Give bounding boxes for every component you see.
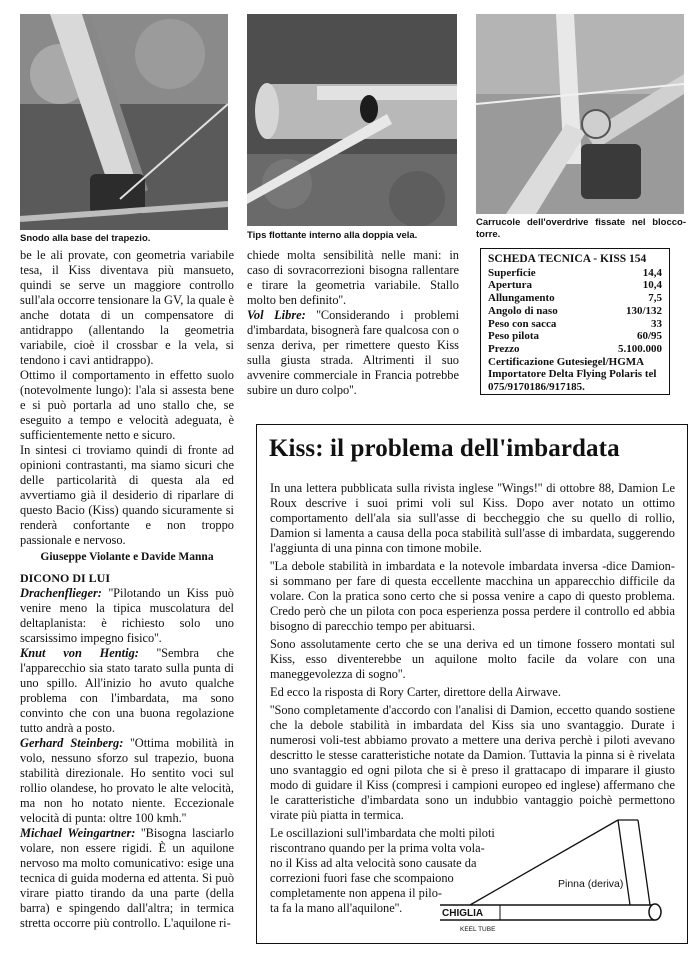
photo-overdrive-pulleys [476,14,684,214]
photo-caption-left: Snodo alla base del trapezio. [20,233,151,244]
fin-label: Pinna (deriva) [558,878,624,890]
quote [20,826,234,931]
spec-row: Peso con sacca 33 [488,317,662,330]
spec-row: Angolo di naso 130/132 [488,304,662,317]
quote-source: Gerhard Steinberg: [20,736,124,750]
fin-drawing [440,815,670,935]
paragraph: Ottimo il comportamento in effetto suolo (notevolmente lungo): l'ala si assesta bene e si può portarla ad uno stallo che, se eseguito a tempo e velocità adeguata, è sufficientemente netto e sicuro. [20,368,234,442]
paragraph-line: correzioni fuori fase che scompaiono [270,871,454,885]
quote-text: ''Ottima mobilità in volo, nessuno sforzo sul trapezio, buona stabilità direzionale. Ho sentito voci sul rollio olandese, ho provato le alte velocità, ma non ho notato niente. Eccezionale velocità di punta: oltre 100 kmh.'' [20,736,234,825]
quote [20,646,234,736]
photo-caption-right: Carrucole dell'overdrive fissate nel blocco-torre. [476,217,686,240]
spec-importer: Importatore Delta Flying Polaris tel 075/9170186/917185. [488,368,657,394]
quote-text: ''Considerando i problemi d'imbardata, bisognerà fare qualcosa con o senza deriva, per rimettere questo Kiss sulla giusta strada. Altrimenti il suo avvenire commerciale in Francia potrebbe subire un duro colpo''. [247,308,460,397]
paragraph: Ed ecco la risposta di Rory Carter, direttore della Airwave. [270,685,561,699]
spec-sheet [480,248,670,395]
quote-source: Vol Libre: [247,308,306,322]
quote-source: Drachenflieger: [20,586,102,600]
paragraph: In una lettera pubblicata sulla rivista inglese ''Wings!'' di ottobre 88, Damion Le Roux descrive i suoi primi voli sul Kiss. Dopo aver notato un ottimo comportamento dell'ala sia sull'asse di beccheggio che su quello di rollio, Damion si lamenta a causa della poca stabilità sull'asse di imbardata, suggerendo l'aggiunta di una pinna con timone mobile. [270,481,675,555]
paragraph: ''Sono completamente d'accordo con l'analisi di Damion, eccetto quando sostiene che la debole stabilità in imbardata del Kiss sia uno svantaggio. Durate i numerosi voli-test abbiamo provato a mettere una deriva perchè i piloti avevano descritto le stesse caratteristiche notate da Damion. Tuttavia la pinna si è rivelata uno svantaggio ed ogni pilota che si è preso il grattacapo di imparare il giusto modo di guidare il Kiss (compresi i campioni europeo ed inglese) affermano che le caratteristiche d'imbardata sono un indubbio vantaggio poichè permettono virate più piatta in termica. [270,703,675,822]
paragraph: chiede molta sensibilità nelle mani: in caso di sovracorrezioni bisogna rallentare e tirare la geometria variabile. Stallo molto ben definito''. [247,248,459,307]
quote-text: ''Sembra che l'apparecchio sia stato tarato sulla punta di uno spillo. All'inizio ho avuto qualche problema con l'imbardata, ma sono convinto che con una buona regolazione tutto andrà a posto. [20,646,234,735]
paragraph-line: completamente non appena il pilo- [270,886,443,900]
quote [20,586,234,646]
paragraph-line: Le oscillazioni sull'imbardata che molti piloti [270,826,495,840]
quote-source: Michael Weingartner: [20,826,136,840]
quote [247,308,459,398]
paragraph-line: ta fa la mano all'aquilone''. [270,901,403,915]
photo-floating-tip [247,14,457,226]
author-signature: Giuseppe Violante e Davide Manna [40,551,214,563]
section-heading: DICONO DI LUI [20,571,111,585]
paragraph: ''La debole stabilità in imbardata e la notevole imbardata inversa -dice Damion- si sommano per fare di questa eccellente macchina un apparecchio difficile da volare. Con la pratica sono certo che si possa venire a capo di questo problema. Credo però che un pilota con poca esperienza possa perdere il controllo ed abbia bisogno di parecchio tempo per abituarsi. [270,559,675,633]
spec-row: Prezzo 5.100.000 [488,342,662,355]
spec-row: Apertura 10,4 [488,279,662,292]
paragraph-line: no il Kiss ad alta velocità sono causate da [270,856,477,870]
quote [20,736,234,826]
spec-row: Allungamento 7,5 [488,292,662,305]
photo-caption-mid: Tips flottante interno alla doppia vela. [247,230,418,241]
box-title: Kiss: il problema dell'imbardata [269,435,620,462]
paragraph-line: riscontrano quando per la prima volta vola- [270,841,485,855]
fin-keel-diagram [440,815,670,935]
paragraph: be le ali provate, con geometria variabile tesa, il Kiss diventava più mansueto, quindi se serve un maggiore controllo sull'ala occorre tensionare la GV, la quale è anche dotata di un compensatore di antidrappo (allentando la geometria variabile, cioè il crossbar e la vela, si tendono i cavi antidrappo). [20,248,234,367]
article-column-2 [247,248,459,398]
keel-sublabel: KEEL TUBE [460,926,496,933]
spec-certification: Certificazione Gutesiegel/HGMA [488,355,645,368]
spec-row: Peso pilota 60/95 [488,330,662,343]
paragraph: In sintesi ci troviamo quindi di fronte ad opinioni contrastanti, ma siamo sicuri che delle particolarità di questa ala ed avvertiamo già il desiderio di riparlare di questo Bacio (Kiss) quando sicuramente si renderà confortante e non troppo passionale e nervoso. [20,443,234,547]
quote-text: ''Pilotando un Kiss può venire meno la tipica muscolatura del deltaplanista: è richiesto solo uno scarsissimo impegno fisico''. [20,586,234,645]
photo-trapeze-joint [20,14,228,230]
quote-text: ''Bisogna lasciarlo volare, non essere rigidi. È un aquilone nervoso ma molto comunicativo: esige una tecnica di guida moderna ed attenta. Si può virare piatto tirando da una parte (della barra) e spingendo dall'altra; in termica stretta occorre più controllo. L'aquilone ri- [20,826,235,930]
paragraph: Sono assolutamente certo che se una deriva ed un timone fossero montati sul Kiss, esso diventerebbe un aquilone molto facile da volare con una maneggevolezza di sogno''. [270,637,675,681]
spec-title: SCHEDA TECNICA - KISS 154 [488,253,647,265]
quote-source: Knut von Hentig: [20,646,139,660]
spec-row: Superficie 14,4 [488,266,662,279]
article-column-1 [20,248,234,931]
keel-label: CHIGLIA [442,908,484,919]
